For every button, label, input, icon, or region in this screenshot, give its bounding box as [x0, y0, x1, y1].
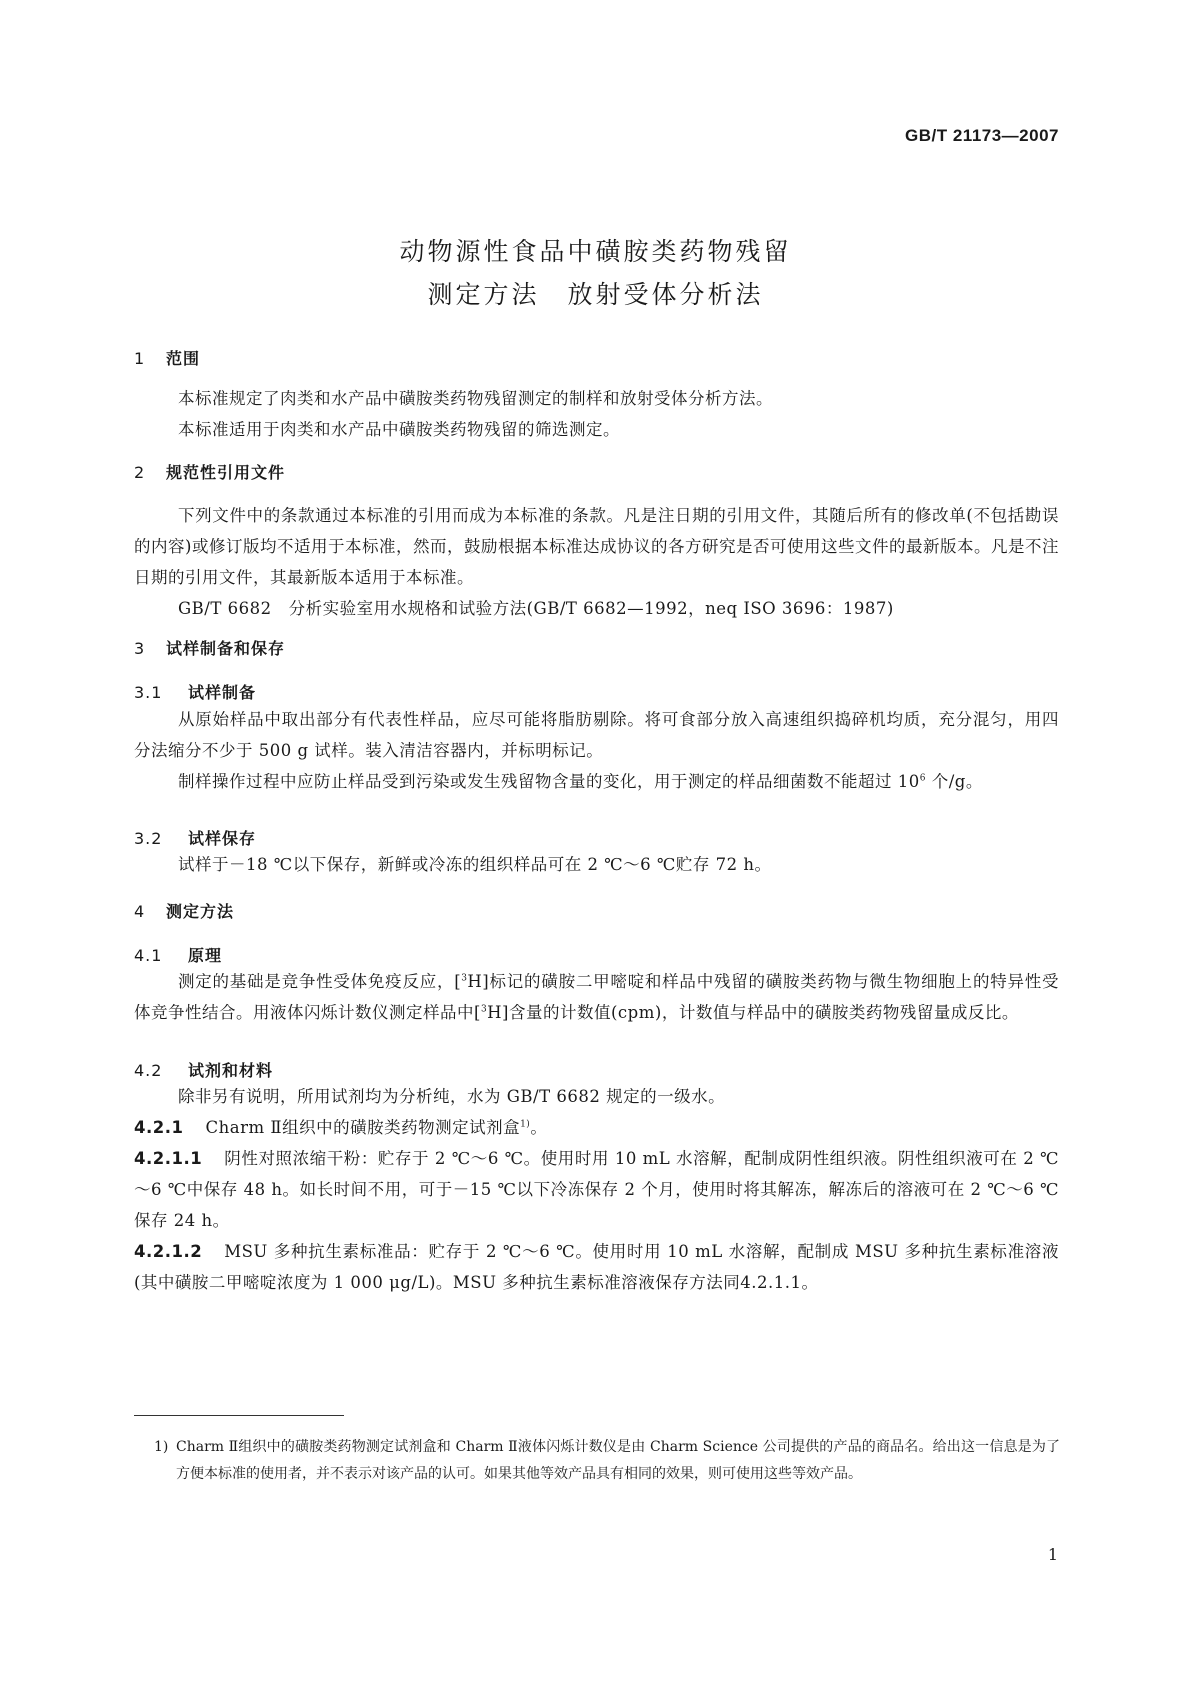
document-title-line2: 测定方法 放射受体分析法	[427, 280, 764, 309]
paragraph: 本标准适用于肉类和水产品中磺胺类药物残留的筛选测定。	[178, 420, 620, 439]
page-number: 1	[1047, 1545, 1058, 1564]
clause-number: 4.2.1.2	[134, 1242, 203, 1261]
footnote-mark: 1)	[154, 1439, 169, 1455]
paragraph: 试样于－18 ℃以下保存，新鲜或冷冻的组织样品可在 2 ℃～6 ℃贮存 72 h。	[178, 855, 772, 874]
subsection-title: 原理	[188, 946, 223, 965]
document-title-line1: 动物源性食品中磺胺类药物残留	[399, 237, 792, 266]
subsection-number: 3.1	[134, 683, 163, 702]
subsection-3-1-heading	[134, 680, 256, 703]
subsection-4-1-heading	[134, 943, 222, 966]
subsection-number: 3.2	[134, 829, 163, 848]
footnote: 1) Charm Ⅱ组织中的磺胺类药物测定试剂盒和 Charm Ⅱ液体闪烁计数仪是由 Charm Science 公司提供的产品的商品名。给出这一信息是为了方便本标准的使用者，并不表示对该产品的认可。如果其他等效产品具有相同的效果，则可使用这些等效产品。	[176, 1434, 1060, 1488]
section-2-heading	[134, 460, 285, 483]
subsection-3-2-heading	[134, 826, 256, 849]
section-number: 1	[134, 349, 146, 368]
subsection-number: 4.1	[134, 946, 163, 965]
standard-number: GB/T 21173—2007	[905, 126, 1059, 145]
clause-4-2-1-2: 4.2.1.2 MSU 多种抗生素标准品：贮存于 2 ℃～6 ℃。使用时用 10 mL 水溶解，配制成 MSU 多种抗生素标准溶液(其中磺胺二甲嘧啶浓度为 1 000 μg/L)。MSU 多种抗生素标准溶液保存方法同4.2.1.1。	[134, 1242, 1059, 1292]
clause-number: 4.2.1	[134, 1118, 184, 1137]
subsection-title: 试样制备	[188, 683, 257, 702]
normative-reference: GB/T 6682 分析实验室用水规格和试验方法(GB/T 6682—1992，neq ISO 3696：1987)	[178, 599, 894, 618]
paragraph: 从原始样品中取出部分有代表性样品，应尽可能将脂肪剔除。将可食部分放入高速组织捣碎机均质，充分混匀，用四分法缩分不少于 500 g 试样。装入清洁容器内，并标明标记。	[134, 710, 1059, 760]
subsection-number: 4.2	[134, 1061, 163, 1080]
footnote-separator	[134, 1415, 344, 1416]
section-number: 3	[134, 639, 146, 658]
paragraph: 下列文件中的条款通过本标准的引用而成为本标准的条款。凡是注日期的引用文件，其随后所有的修改单(不包括勘误的内容)或修订版均不适用于本标准，然而，鼓励根据本标准达成协议的各方研究是否可使用这些文件的最新版本。凡是不注日期的引用文件，其最新版本适用于本标准。	[134, 506, 1059, 587]
clause-4-2-1-1: 4.2.1.1 阴性对照浓缩干粉：贮存于 2 ℃～6 ℃。使用时用 10 mL 水溶解，配制成阴性组织液。阴性组织液可在 2 ℃～6 ℃中保存 48 h。如长时间不用，可于－15 ℃以下冷冻保存 2 个月，使用时将其解冻，解冻后的溶液可在 2 ℃～6 ℃保存 24 h。	[134, 1149, 1059, 1230]
section-number: 4	[134, 902, 146, 921]
paragraph: 本标准规定了肉类和水产品中磺胺类药物残留测定的制样和放射受体分析方法。	[178, 389, 773, 408]
paragraph: 除非另有说明，所用试剂均为分析纯，水为 GB/T 6682 规定的一级水。	[178, 1087, 726, 1106]
section-title: 范围	[166, 349, 201, 368]
footnote-ref: 1)	[520, 1119, 531, 1130]
paragraph: 测定的基础是竞争性受体免疫反应，[$^3$H]标记的磺胺二甲嘧啶和样品中残留的磺胺类药物与微生物细胞上的特异性受体竞争性结合。用液体闪烁计数仪测定样品中[$^3$H]含量的计数值(cpm)，计数值与样品中的磺胺类药物残留量成反比。	[134, 972, 1060, 1022]
section-1-heading	[134, 346, 200, 369]
subsection-4-2-heading	[134, 1058, 273, 1081]
section-4-heading	[134, 899, 234, 922]
subsection-title: 试剂和材料	[188, 1061, 274, 1080]
subsection-title: 试样保存	[188, 829, 257, 848]
section-title: 规范性引用文件	[166, 463, 286, 482]
section-title: 试样制备和保存	[166, 639, 286, 658]
paragraph: 制样操作过程中应防止样品受到污染或发生残留物含量的变化，用于测定的样品细菌数不能超过 $10^6$ 个/g。	[178, 772, 983, 791]
clause-number: 4.2.1.1	[134, 1149, 203, 1168]
section-number: 2	[134, 463, 146, 482]
section-3-heading	[134, 636, 285, 659]
section-title: 测定方法	[166, 902, 235, 921]
clause-4-2-1: 4.2.1 Charm Ⅱ组织中的磺胺类药物测定试剂盒$^{1)}$。	[134, 1118, 548, 1137]
